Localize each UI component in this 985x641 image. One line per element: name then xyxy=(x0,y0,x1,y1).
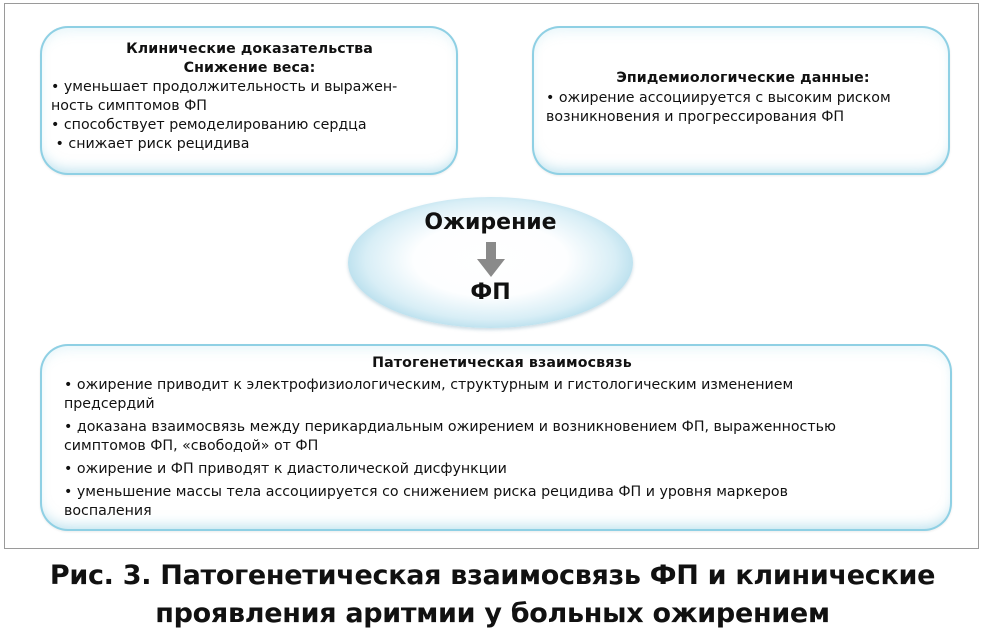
epidemiology-line: • ожирение ассоциируется с высоким риском xyxy=(546,90,891,106)
pathogenetic-line: • ожирение и ФП приводят к диастолической дисфункции xyxy=(64,461,507,477)
arrow-down-icon xyxy=(476,242,506,277)
weight-loss-heading: Снижение веса: xyxy=(183,60,316,76)
epidemiology-box xyxy=(532,26,950,175)
clinical-line: • уменьшает продолжительность и выражен- xyxy=(51,79,398,95)
obesity-label: Ожирение xyxy=(424,210,557,235)
figure-caption xyxy=(0,557,985,633)
epidemiology-heading: Эпидемиологические данные: xyxy=(616,70,870,86)
pathogenetic-line: • доказана взаимосвязь между перикардиальным ожирением и возникновением ФП, выраженностью xyxy=(64,419,836,435)
pathogenetic-line: симптомов ФП, «свободой» от ФП xyxy=(64,438,319,454)
figure-frame xyxy=(4,3,979,549)
pathogenetic-line: • уменьшение массы тела ассоциируется со снижением риска рецидива ФП и уровня маркеров xyxy=(64,484,788,500)
clinical-line: ность симптомов ФП xyxy=(51,98,207,114)
caption-line: Рис. 3. Патогенетическая взаимосвязь ФП и клинические xyxy=(49,560,936,591)
clinical-line: • способствует ремоделированию сердца xyxy=(51,117,367,133)
clinical-heading: Клинические доказательства xyxy=(126,41,373,57)
clinical-evidence-box xyxy=(40,26,458,175)
epidemiology-line: возникновения и прогрессирования ФП xyxy=(546,109,845,125)
af-label: ФП xyxy=(470,280,511,305)
pathogenetic-line: предсердий xyxy=(64,396,155,412)
pathogenetic-box xyxy=(40,344,952,531)
clinical-line: • снижает риск рецидива xyxy=(51,136,250,152)
pathogenetic-line: воспаления xyxy=(64,503,152,519)
pathogenetic-heading: Патогенетическая взаимосвязь xyxy=(372,355,632,371)
pathogenetic-line: • ожирение приводит к электрофизиологическим, структурным и гистологическим изменением xyxy=(64,377,794,393)
caption-line: проявления аритмии у больных ожирением xyxy=(155,598,830,629)
obesity-af-ellipse xyxy=(348,197,633,328)
